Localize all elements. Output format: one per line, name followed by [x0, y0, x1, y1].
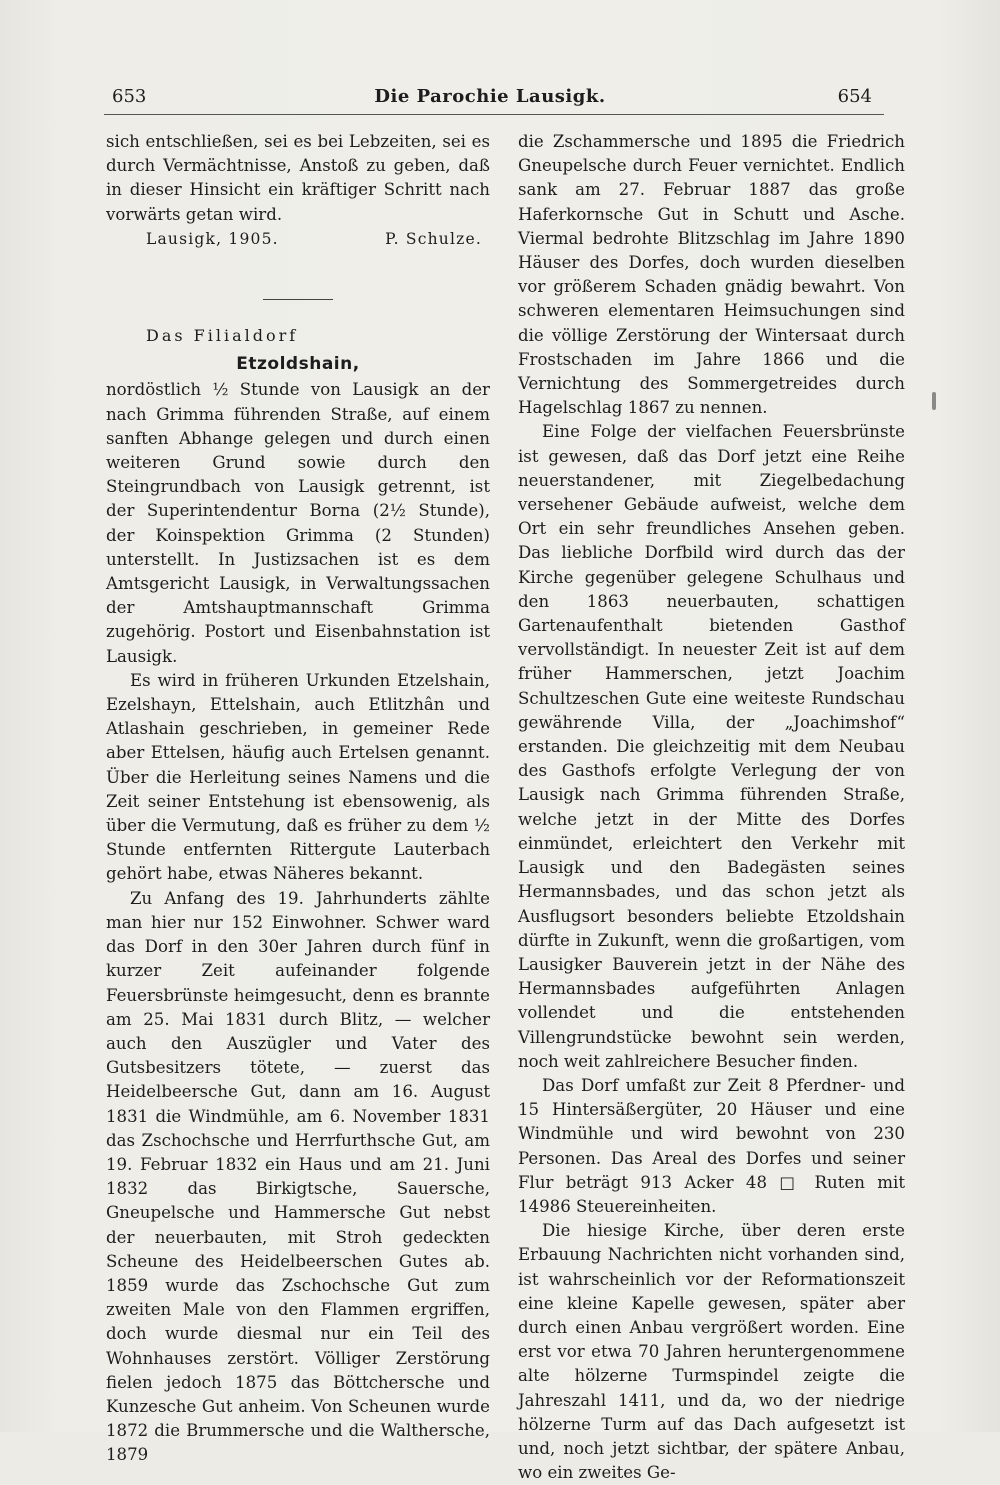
signature-name: P. Schulze. [385, 229, 482, 248]
body-paragraph: Zu Anfang des 19. Jahrhunderts zählte man hier nur 152 Einwohner. Schwer ward das Dorf in den 30er Jahren durch fünf in kurzer Zeit aufeinander folgende Feuersbrünste heimgesucht, denn es brannte am 25. Mai 1831 durch Blitz, — welcher auch den Auszügler und Vater des Gutsbesitzers tötete, — zuerst das Heidelbeersche Gut, dann am 16. August 1831 die Windmühle, am 6. November 1831 das Zschochsche und Herrfurthsche Gut, am 19. Februar 1832 ein Haus und am 21. Juni 1832 das Birkigtsche, Sauersche, Gneupelsche und Hammersche Gut nebst der neuerbauten, mit Stroh gedeckten Scheune des Heidelbeerschen Gutes ab. 1859 wurde das Zschochsche Gut zum zweiten Male von den Flammen ergriffen, doch wurde diesmal nur ein Teil des Wohnhauses zerstört. Völliger Zerstörung fielen jedoch 1875 das Böttchersche und Kunzesche Gut anheim. Von Scheunen wurde 1872 die Brummersche und die Walthersche, 1879 [106, 888, 490, 1465]
body-paragraph: nordöstlich ½ Stunde von Lausigk an der nach Grimma führenden Straße, auf einem sanften Abhange gelegen und durch einen weiteren Grund sowie durch den Steingrundbach von Lausigk getrennt, ist der Superintendentur Borna (2½ Stunde), der Koinspektion Grimma (2 Stunden) unterstellt. In Justizsachen ist es dem Amtsgericht Lausigk, in Verwaltungssachen der Amtshauptmannschaft Grimma zugehörig. Postort und Eisenbahnstation ist Lausigk. [106, 380, 490, 666]
section-divider [263, 299, 333, 300]
signature-line [106, 227, 490, 251]
section-title: Etzoldshain, [236, 354, 360, 375]
opening-paragraph: sich entschließen, sei es bei Lebzeiten, sei es durch Vermächtnisse, Anstoß zu geben, daß in dieser Hinsicht ein kräftiger Schritt nach vorwärts getan wird. [106, 132, 490, 224]
page-number-right: 654 [837, 86, 872, 107]
body-paragraph: Das Dorf umfaßt zur Zeit 8 Pferdner- und 15 Hintersäßergüter, 20 Häuser und eine Windmühle und wird bewohnt von 230 Personen. Das Areal des Dorfes und seiner Flur beträgt 913 Acker 48 □ Ruten mit 14986 Steuereinheiten. [518, 1075, 905, 1216]
right-column [518, 130, 905, 1485]
body-paragraph: Eine Folge der vielfachen Feuersbrünste ist gewesen, daß das Dorf jetzt eine Reihe neuerstandener, mit Ziegelbedachung versehener Gebäude aufweist, welche dem Ort ein sehr freundliches Ansehen geben. Das liebliche Dorfbild wird durch das der Kirche gegenüber gelegene Schulhaus und den 1863 neuerbauten, schattigen Gartenaufenthalt bietenden Gasthof vervollständigt. In neuester Zeit ist auf dem früher Hammerschen, jetzt Joachim Schultzeschen Gute eine weiteste Rundschau gewährende Villa, der „Joachimshof“ erstanden. Die gleichzeitig mit dem Neubau des Gasthofs erfolgte Verlegung der von Lausigk nach Grimma führenden Straße, welche jetzt in der Mitte des Dorfes einmündet, erleichtert den Verkehr mit Lausigk und den Badegästen seines Hermannsbades, und das schon jetzt als Ausflugsort besonders beliebte Etzoldshain dürfte in Zukunft, wenn die großartigen, vom Lausigker Bauverein jetzt in der Nähe des Hermannsbades aufgeführten Anlagen vollendet und die entstehenden Villengrundstücke bewohnt sein werden, noch weit zahlreichere Besucher finden. [518, 422, 905, 1071]
running-header [100, 86, 880, 116]
header-rule [104, 114, 884, 115]
body-paragraph: Es wird in früheren Urkunden Etzelshain, Ezelshayn, Ettelshain, auch Etlitzhân und Atlashain geschrieben, in gemeiner Rede aber Ettelsen, häufig auch Ertelsen genannt. Über die Herleitung seines Namens und die Zeit seiner Entstehung ist ebensowenig, als über die Vermutung, daß es früher zu dem ½ Stunde entfernten Rittergute Lauterbach gehört habe, etwas Näheres bekannt. [106, 670, 490, 884]
body-paragraph: Die hiesige Kirche, über deren erste Erbauung Nachrichten nicht vorhanden sind, ist wahrscheinlich vor der Reformationszeit eine kleine Kapelle gewesen, später aber durch einen Anbau vergrößert worden. Eine erst vor etwa 70 Jahren heruntergenommene alte hölzerne Turmspindel zeigte die Jahreszahl 1411, und da, wo der niedrige hölzerne Turm auf das Dach aufgesetzt ist und, noch jetzt sichtbar, der spätere Anbau, wo ein zweites Ge- [518, 1221, 905, 1483]
section-label: Das Filialdorf [146, 326, 299, 346]
page-number-left: 653 [112, 86, 147, 107]
body-paragraph: die Zschammersche und 1895 die Friedrich Gneupelsche durch Feuer vernichtet. Endlich sank am 27. Februar 1887 das große Haferkornsche Gut in Schutt und Asche. Viermal bedrohte Blitzschlag im Jahre 1890 Häuser des Dorfes, doch wurden dieselben vor größerem Schaden gnädig bewahrt. Von schweren elementaren Heimsuchungen sind die völlige Zerstörung der Wintersaat durch Frostschaden im Jahre 1866 und die Vernichtung des Sommergetreides durch Hagelschlag 1867 zu nennen. [518, 132, 905, 418]
ink-mark [932, 392, 936, 410]
signature-place: Lausigk, 1905. [146, 229, 279, 248]
left-column [106, 130, 490, 1468]
running-title: Die Parochie Lausigk. [374, 86, 606, 107]
